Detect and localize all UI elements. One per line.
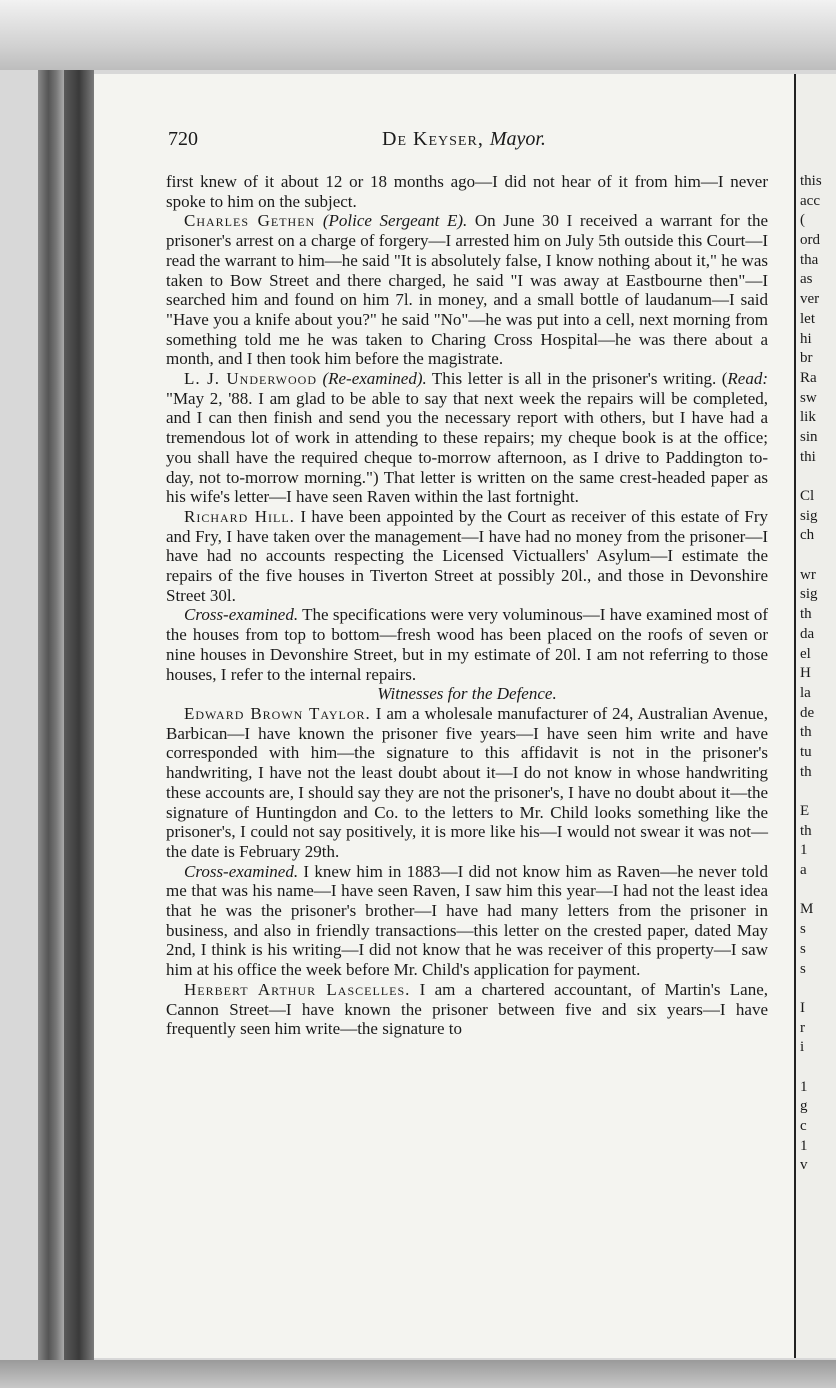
paragraph-continuation [166, 172, 768, 211]
right-page-line-fragment [800, 467, 836, 487]
cross-examined-label: Cross-examined. [184, 605, 299, 625]
running-head [168, 128, 760, 151]
right-page-line-fragment: sw [800, 389, 817, 406]
right-page-line-fragment: as [800, 271, 813, 288]
speaker-role: (Police Sergeant E). [322, 211, 468, 231]
testimony-underwood [166, 369, 768, 507]
right-page-line-fragment: br [800, 350, 813, 367]
speaker-name: Richard Hill. [184, 506, 295, 526]
right-page-line-fragment: 1 [800, 842, 808, 859]
paragraph-text: I knew him in 1883—I did not know him as Raven—he never told me that was his name—I have seen Raven, I saw him this year—I had not the least idea that he was the prisoner's brother—I have had many letters from the prisoner in business, and also in friendly transactions—this letter on the crested paper, dated May 2nd, I think is his writing—I did not know that he was receiver of this property—I saw him at his office the week before Mr. Child's application for payment. [166, 861, 768, 980]
speaker-name: Charles Gethen [184, 211, 316, 231]
right-page-line-fragment: Cl [800, 488, 815, 504]
right-page-line-fragment: th [800, 763, 812, 780]
paragraph-text: first knew of it about 12 or 18 months ago—I did not hear of it from him—I never spoke to him on the subject. [166, 172, 768, 211]
running-head-title: Mayor. [489, 128, 546, 150]
paragraph-text: This letter is all in the prisoner's writing. ( [426, 369, 728, 389]
right-page-line-fragment: r [800, 1019, 805, 1036]
right-page-line-fragment: Ra [800, 369, 817, 386]
right-page-line-fragment [800, 1058, 836, 1078]
read-label: Read: [727, 369, 768, 389]
right-page-line-fragment: sig [800, 507, 818, 524]
right-page-line-fragment: a [800, 862, 807, 879]
right-page-line-fragment [800, 881, 836, 901]
right-page-line-fragment: s [800, 921, 806, 938]
right-page-line-fragment: let [800, 310, 815, 327]
right-page-line-fragment: la [800, 684, 811, 701]
paragraph-text: On June 30 I received a warrant for the prisoner's arrest on a charge of forgery—I arrested him on July 5th outside this Court—I read the warrant to him—he said "It is absolutely false, I know nothing about it," he was taken to Bow Street and there charged, he said "I was away at Eastbourne then"—I searched him and found on him 7l. in money, and a small bottle of laudanum—I said "Have you a knife about you?" he said "No"—he was put into a cell, next morning from something told me he was taken to Charing Cross Hospital—he was there about a month, and I then took him before the magistrate. [166, 211, 769, 369]
right-page-line-fragment [800, 782, 836, 802]
right-page-line-fragment: tu [800, 743, 812, 760]
book-binding [64, 70, 94, 1370]
right-page-line-fragment: 1 [800, 1137, 808, 1154]
section-heading: Witnesses for the Defence. [377, 684, 557, 704]
right-page-line-fragment: c [800, 1118, 807, 1134]
paragraph-text: I am a wholesale manufacturer of 24, Australian Avenue, Barbican—I have known the prisoner five years—I have seen him write and have corresponded with him—the signature to this affidavit is not in the prisoner's handwriting, I have not the least doubt about it—I do not know in whose handwriting these accounts are, I should say they are not the prisoner's, I have no doubt about it—the signature of Huntingdon and Co. to the letters to Mr. Child looks something like the prisoner's, I could not say positively, it is more like his—I would not swear it was not—the date is February 29th. [166, 703, 768, 861]
paragraph-text: I have been appointed by the Court as receiver of this estate of Fry and Fry, I have taken over the management—I have had no money from the prisoner—I have had no accounts respecting the Licensed Victuallers' Asylum—I estimate the repairs of the five houses in Tiverton Street at possibly 20l., and those in Devonshire Street 30l. [166, 506, 768, 605]
right-page-line-fragment: H [800, 665, 811, 682]
right-page-line-fragment: el [800, 645, 811, 662]
page-header [168, 128, 760, 158]
testimony-charles-gethen [166, 211, 768, 369]
right-page-line-fragment: ord [800, 232, 820, 249]
right-page-line-fragment: s [800, 940, 806, 957]
right-page-line-fragment: 1 [800, 1078, 808, 1095]
testimony-herbert-lascelles [166, 980, 768, 1039]
testimony-edward-brown-taylor [166, 704, 768, 862]
cross-examination-taylor [166, 862, 768, 980]
right-page-line-fragment: i [800, 1039, 805, 1056]
speaker-name: Herbert Arthur Lascelles. [184, 979, 411, 999]
running-head-name: De Keyser, [382, 128, 484, 150]
book-page-right [796, 74, 836, 1358]
right-page-line-fragment: ver [800, 291, 820, 308]
scan-top-margin [0, 0, 836, 70]
right-page-line-fragment: E [800, 803, 810, 819]
page-number: 720 [168, 128, 198, 150]
right-page-line-fragment: de [800, 704, 815, 721]
right-page-line-fragment: tha [800, 251, 819, 268]
right-page-line-fragment: g [800, 1098, 808, 1115]
scan-bottom-margin [0, 1360, 836, 1388]
right-page-line-fragment [800, 546, 836, 566]
right-page-line-fragment: acc [800, 192, 820, 209]
right-page-line-fragment: lik [800, 409, 816, 426]
paragraph-text: I am a chartered accountant, of Martin's Lane, Cannon Street—I have known the prisoner between five and six years—I have frequently seen him write—the signature to [166, 979, 768, 1039]
paragraph-text: "May 2, '88. I am glad to be able to say that next week the repairs will be completed, and I can then finish and send you the necessary report with others, but I have had a tremendous lot of work in attending to these repairs; my cheque book is at the office; you shall have the required cheque to-morrow afternoon, as I drive to Paddington to-day, not to-morrow morning.") That letter is written on the same crest-headed paper as his wife's letter—I have seen Raven within the last fortnight. [166, 388, 768, 507]
book-spine [38, 70, 64, 1370]
right-page-line-fragment: ( [800, 212, 805, 229]
right-page-line-fragment: this [800, 173, 822, 189]
right-page-fragments [800, 172, 836, 1176]
right-page-line-fragment: hi [800, 330, 812, 347]
right-page-line-fragment: s [800, 960, 806, 977]
right-page-line-fragment: sig [800, 586, 818, 603]
right-page-line-fragment: wr [800, 566, 816, 583]
cross-examined-label: Cross-examined. [184, 861, 299, 881]
right-page-line-fragment: da [800, 625, 815, 642]
right-page-line-fragment: th [800, 822, 812, 839]
right-page-line-fragment: th [800, 606, 812, 623]
right-page-line-fragment: th [800, 724, 812, 741]
right-page-line-fragment: thi [800, 448, 816, 465]
right-page-line-fragment: M [800, 901, 814, 918]
speaker-name: L. J. Underwood [184, 369, 318, 389]
paragraph-text: The specifications were very voluminous—I have examined most of the houses from top to bottom—fresh wood has been placed on the roofs of seven or nine houses in Devonshire Street, but in my estimate of 20l. I am not referring to those houses, I refer to the internal repairs. [166, 605, 768, 684]
right-page-line-fragment [800, 979, 836, 999]
speaker-role: (Re-examined). [322, 369, 427, 389]
testimony-richard-hill [166, 507, 768, 606]
right-page-line-fragment: I [800, 999, 805, 1016]
right-page-line-fragment: ch [800, 527, 815, 544]
cross-examination-hill [166, 605, 768, 684]
right-page-line-fragment: sin [800, 428, 818, 445]
page-body-text [166, 172, 768, 1039]
right-page-line-fragment: v [800, 1157, 808, 1174]
speaker-name: Edward Brown Taylor. [184, 703, 371, 723]
